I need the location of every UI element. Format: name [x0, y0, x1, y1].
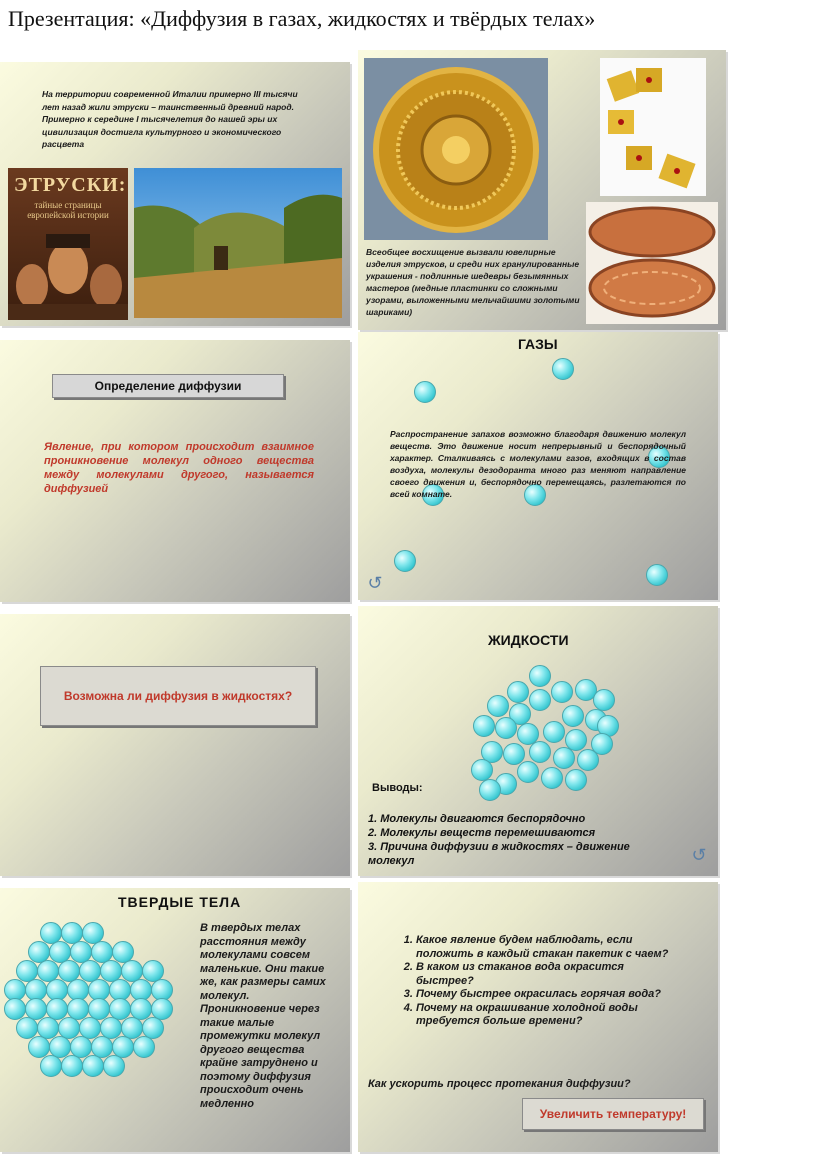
solid-molecule	[103, 1055, 125, 1077]
liquid-molecule	[473, 715, 495, 737]
slide-questions	[358, 882, 718, 1152]
slide-gases	[358, 332, 718, 600]
liquids-heading: ЖИДКОСТИ	[488, 632, 569, 648]
liquid-molecule	[541, 767, 563, 789]
gases-heading: ГАЗЫ	[518, 336, 558, 352]
slide-liquids	[358, 606, 718, 876]
liquid-molecule	[507, 681, 529, 703]
liquid-molecule	[471, 759, 493, 781]
copper-bracelet-image	[586, 202, 718, 324]
conclusion-item: 2. Молекулы веществ перемешиваются	[368, 827, 596, 839]
liquid-molecule	[577, 749, 599, 771]
copper-bracelet-illustration	[586, 202, 718, 324]
conclusion-item: 3. Причина диффузии в жидкостях – движение молекул	[368, 841, 630, 867]
solid-molecule-lattice	[0, 922, 195, 1082]
liquid-molecule	[529, 689, 551, 711]
slide-question-liquids	[0, 614, 350, 876]
answer-box: Увеличить температуру!	[522, 1098, 704, 1130]
liquid-molecule	[562, 705, 584, 727]
question-item: 1. Какое явление будем наблюдать, если положить в каждый стакан пакетик с чаем?	[416, 934, 678, 961]
gas-molecule	[552, 358, 574, 380]
page-title: Презентация: «Диффузия в газах, жидкостях и твёрдых телах»	[8, 6, 596, 31]
slide-jewelry	[358, 50, 726, 330]
gold-disc-illustration	[364, 58, 548, 240]
question-item: 4. Почему на окрашивание холодной воды требуется больше времени?	[416, 1002, 678, 1029]
liquid-molecule	[543, 721, 565, 743]
liquid-molecule	[495, 717, 517, 739]
liquid-molecule	[553, 747, 575, 769]
conclusions-label: Выводы:	[372, 782, 423, 794]
conclusions-list	[368, 812, 668, 868]
solid-molecule	[82, 1055, 104, 1077]
gas-molecule	[414, 381, 436, 403]
conclusion-item: 1. Молекулы двигаются беспорядочно	[368, 813, 586, 825]
liquid-molecule	[529, 741, 551, 763]
bracelet-illustration	[600, 58, 706, 196]
etruscans-text: На территории современной Италии примерно III тысячи лет назад жили этруски – таинственный древний народ. Примерно к середине I тысячелетия до нашей эры их цивилизация достигла культурного и экономического расцвета	[42, 89, 298, 149]
definition-text: Явление, при котором происходит взаимное проникновение молекул одного вещества между молекулами другого, называется диффузией	[44, 441, 314, 495]
slide-definition	[0, 340, 350, 602]
solids-heading: ТВЕРДЫЕ ТЕЛА	[118, 894, 242, 910]
book-subtitle: тайные страницы европейской истории	[27, 200, 109, 220]
gold-disc-image	[364, 58, 548, 240]
liquid-molecule	[593, 689, 615, 711]
slide-etruscans	[0, 62, 350, 326]
jewelry-text: Всеобщее восхищение вызвали ювелирные изделия этрусков, и среди них гранулированные украшения - подлинные шедевры безымянных мастеров (медные пластинки со сложными узорами, выложенными мельчайшими золотыми шариками)	[366, 247, 580, 317]
speed-question: Как ускорить процесс протекания диффузии?	[368, 1078, 631, 1090]
liquid-molecule	[479, 779, 501, 801]
return-arrow-icon[interactable]: ↺	[691, 845, 707, 865]
slide-solids	[0, 888, 350, 1152]
liquid-molecule	[487, 695, 509, 717]
gold-bracelet-image	[600, 58, 706, 196]
return-arrow-icon[interactable]: ↺	[367, 573, 383, 593]
liquid-molecule-cluster	[466, 662, 626, 792]
questions-list	[398, 934, 678, 1029]
gases-text: Распространение запахов возможно благодаря движению молекул веществ. Это движение носит непрерывный и беспорядочный характер. Сталкиваясь с молекулами газов, входящих в состав воздуха, молекулы дезодоранта много раз меняют направление своего движения и, беспорядочно перемещаясь, разлетаются по всей комнате.	[390, 429, 686, 499]
solids-text: В твердых телах расстояния между молекулами совсем маленькие. Они такие же, как размеры самих молекул. Проникновение через такие малые промежутки молекул другого вещества крайне затруднено и поэтому диффузия происходит очень медленно	[200, 922, 326, 1110]
solid-molecule	[40, 1055, 62, 1077]
liquid-molecule	[565, 769, 587, 791]
necropolis-photo	[134, 168, 342, 318]
solid-molecule	[61, 1055, 83, 1077]
liquid-molecule	[529, 665, 551, 687]
gas-molecule	[394, 550, 416, 572]
solid-molecule	[133, 1036, 155, 1058]
gas-molecule	[646, 564, 668, 586]
question-item: 3. Почему быстрее окрасилась горячая вода?	[416, 988, 678, 1002]
etruscan-faces-illustration	[8, 168, 128, 320]
book-title: ЭТРУСКИ:	[14, 174, 127, 196]
question-item: 2. В каком из стаканов вода окрасится быстрее?	[416, 961, 678, 988]
liquids-question: Возможна ли диффузия в жидкостях?	[40, 666, 316, 726]
definition-heading: Определение диффузии	[52, 374, 284, 398]
liquid-molecule	[517, 761, 539, 783]
liquid-molecule	[551, 681, 573, 703]
landscape-illustration	[134, 168, 342, 318]
book-cover-image	[8, 168, 128, 320]
